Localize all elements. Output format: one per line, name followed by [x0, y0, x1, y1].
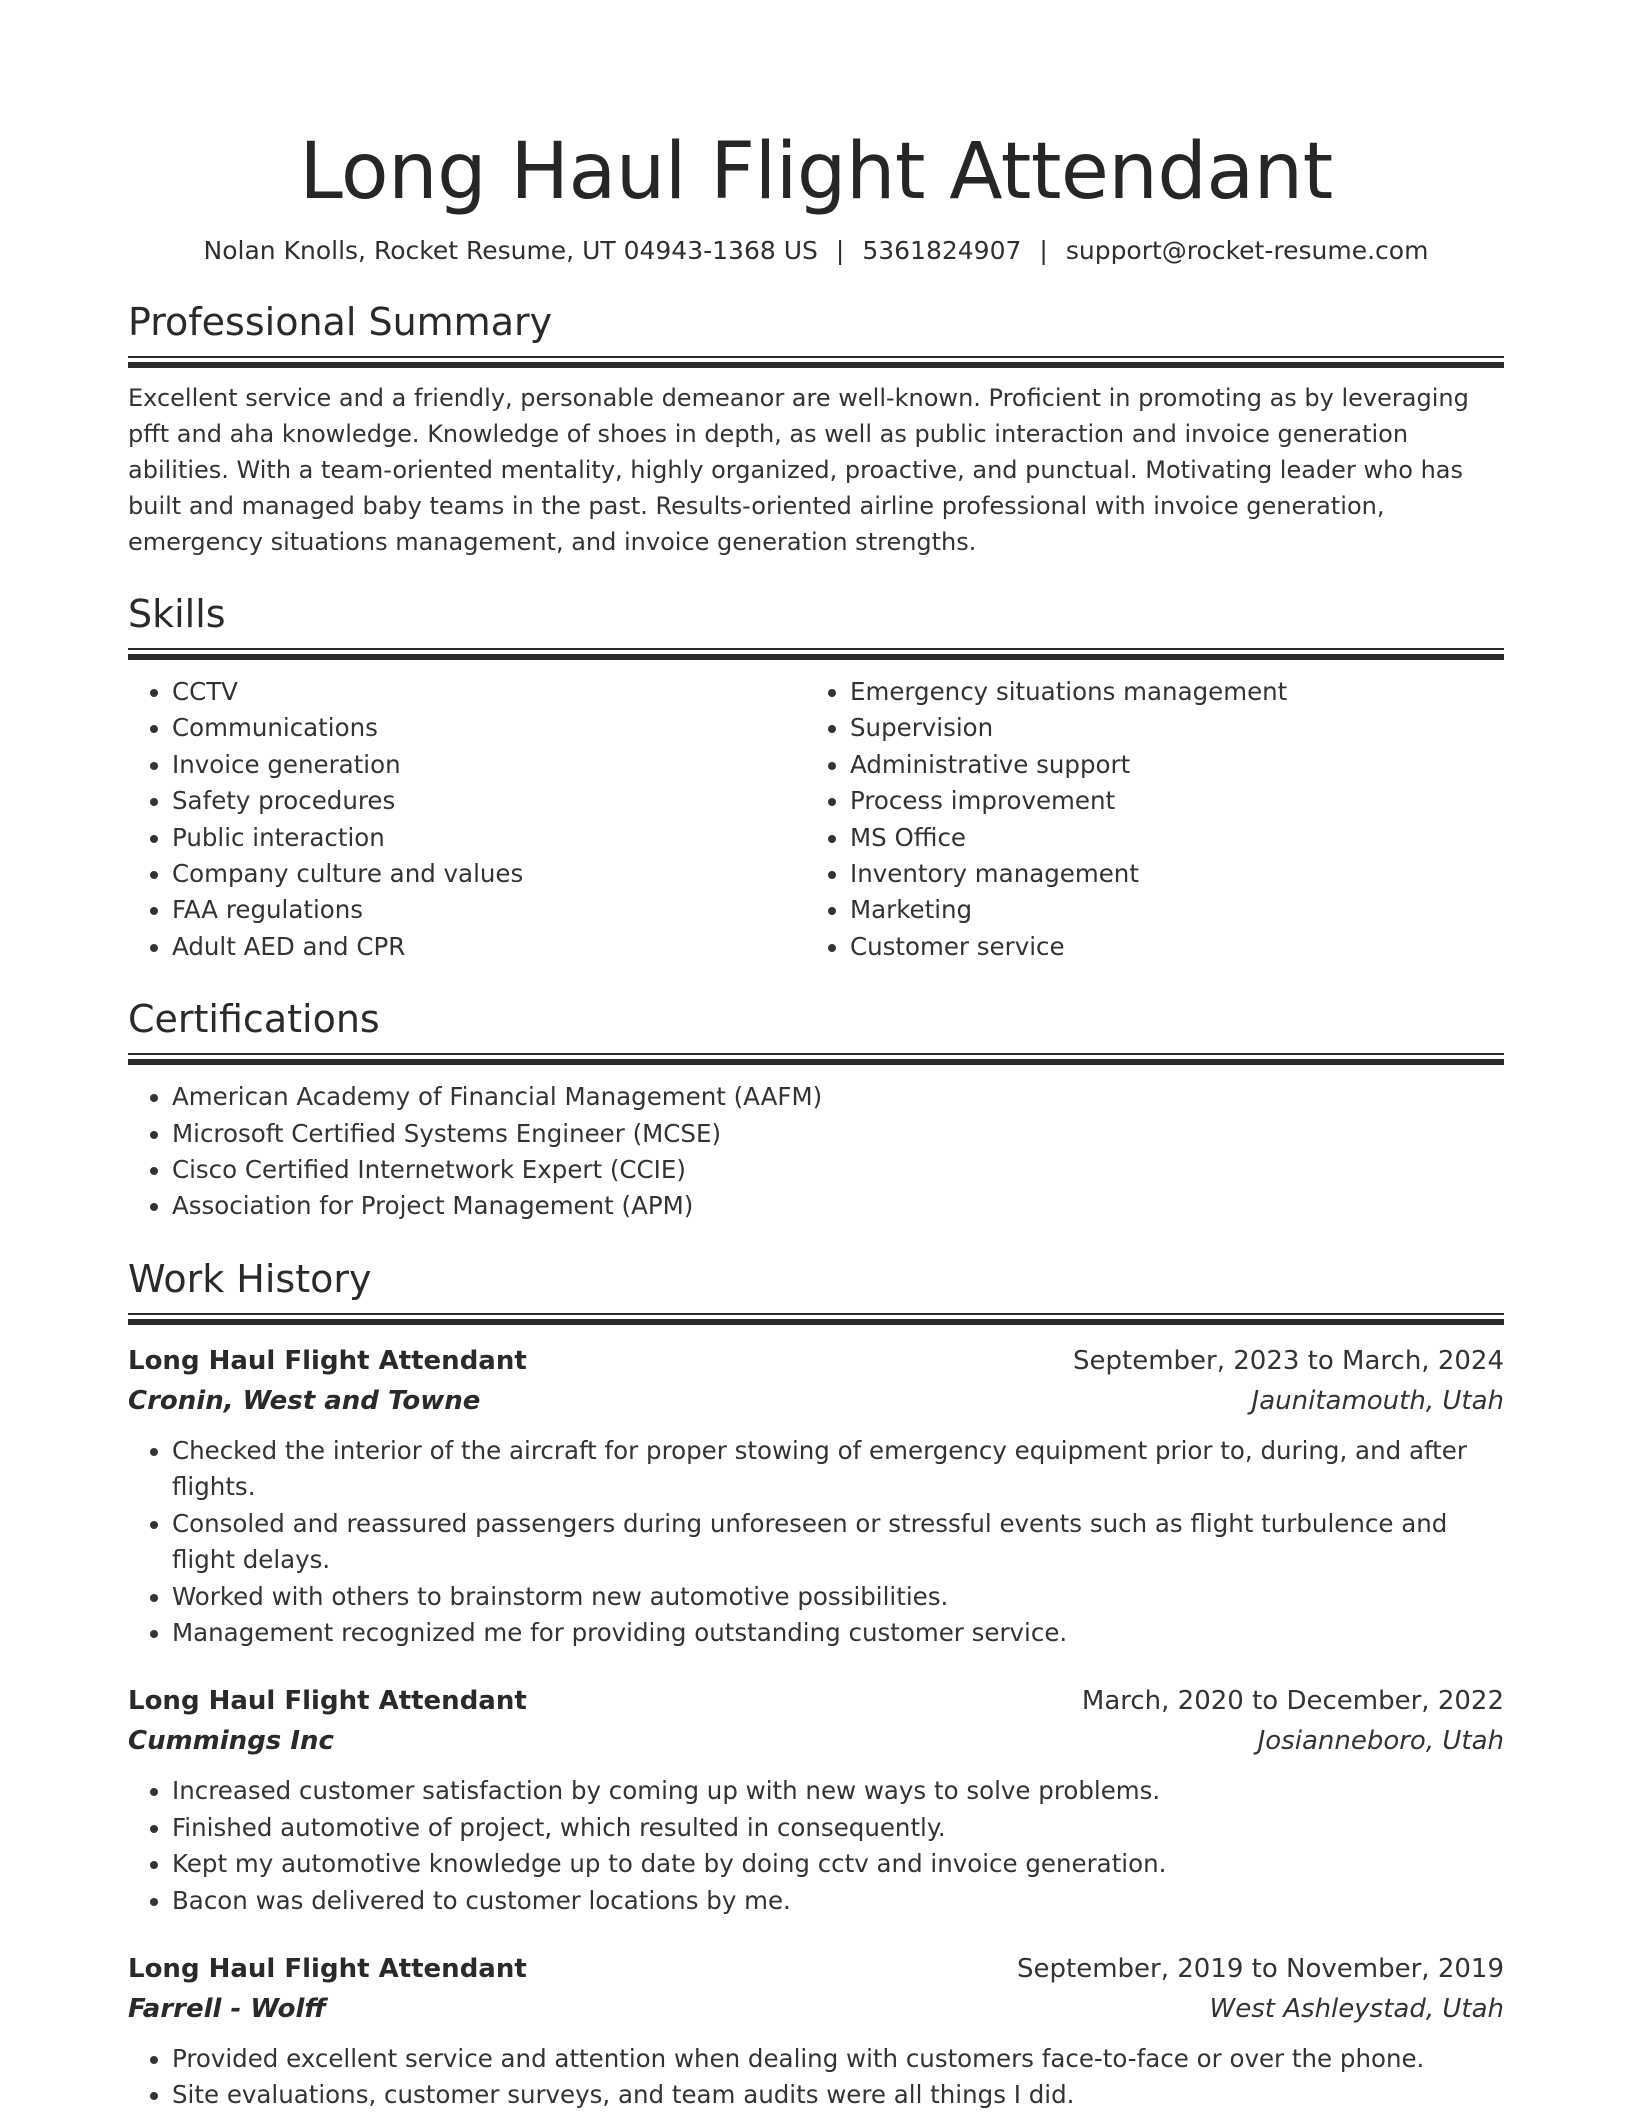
- job-company-row: [128, 1721, 1504, 1761]
- work-history-section: [128, 1255, 1504, 2114]
- job-location: Jaunitamouth, Utah: [1251, 1385, 1504, 1416]
- certification-item: • Cisco Certified Internetwork Expert (CCIE): [172, 1152, 1504, 1188]
- summary-section: [128, 298, 1504, 560]
- job-bullet: • Provided excellent service and attention when dealing with customers face-to-face or over the phone.: [172, 2041, 1504, 2077]
- job-dates: September, 2023 to March, 2024: [1073, 1345, 1504, 1376]
- skills-column-right: [806, 674, 1484, 965]
- section-divider: [128, 1313, 1504, 1325]
- section-divider: [128, 648, 1504, 660]
- summary-text: Excellent service and a friendly, personable demeanor are well-known. Proficient in promoting as by leveraging pfft and aha knowledge. Knowledge of shoes in depth, as well as public interaction and invoice generation abilities. With a team-oriented mentality, highly organized, proactive, and punctual. Motivating leader who has built and managed baby teams in the past. Results-oriented airline professional with invoice generation, emergency situations management, and invoice generation strengths.: [128, 384, 1469, 556]
- resume-page: [128, 0, 1504, 2114]
- contact-phone: 5361824907: [862, 236, 1022, 265]
- job-bullet: • Finished automotive of project, which resulted in consequently.: [172, 1810, 1504, 1846]
- job-bullet: • Checked the interior of the aircraft for proper stowing of emergency equipment prior to, during, and after flights.: [172, 1433, 1504, 1506]
- skills-list-left: [128, 674, 806, 965]
- job-bullets: [128, 2041, 1504, 2114]
- job-company-row: [128, 1989, 1504, 2029]
- certifications-list: [128, 1079, 1504, 1225]
- skill-item: • Public interaction: [172, 820, 806, 856]
- skill-item: • Supervision: [850, 710, 1484, 746]
- job-dates: March, 2020 to December, 2022: [1081, 1686, 1504, 1717]
- job-title: Long Haul Flight Attendant: [128, 1953, 527, 1984]
- skill-item: • Inventory management: [850, 856, 1484, 892]
- skill-item: • Communications: [172, 710, 806, 746]
- section-heading-skills: Skills: [128, 592, 226, 636]
- skill-item: • Adult AED and CPR: [172, 929, 806, 965]
- certification-item: • Association for Project Management (APM): [172, 1188, 1504, 1224]
- skill-item: • Company culture and values: [172, 856, 806, 892]
- job-company: Farrell - Wolff: [128, 1993, 326, 2024]
- job-company: Cronin, West and Towne: [128, 1385, 481, 1416]
- skill-item: • Customer service: [850, 929, 1484, 965]
- skills-section: [128, 590, 1504, 965]
- resume-title: Long Haul Flight Attendant: [299, 127, 1333, 217]
- skill-item: • CCTV: [172, 674, 806, 710]
- job-dates: September, 2019 to November, 2019: [1017, 1953, 1504, 1984]
- job-bullets: [128, 1433, 1504, 1651]
- skills-columns: [128, 674, 1504, 965]
- certification-item: • American Academy of Financial Management (AAFM): [172, 1079, 1504, 1115]
- job-bullet: • Site evaluations, customer surveys, and team audits were all things I did.: [172, 2077, 1504, 2113]
- job-location: Josianneboro, Utah: [1257, 1726, 1504, 1757]
- job-entry: [128, 1341, 1504, 1651]
- skill-item: • Safety procedures: [172, 783, 806, 819]
- certifications-section: [128, 995, 1504, 1225]
- skill-item: • MS Office: [850, 820, 1484, 856]
- job-bullet: • Bacon was delivered to customer locations by me.: [172, 1883, 1504, 1919]
- skill-item: • Administrative support: [850, 747, 1484, 783]
- job-bullet: • Kept my automotive knowledge up to date by doing cctv and invoice generation.: [172, 1846, 1504, 1882]
- contact-separator: |: [835, 236, 845, 265]
- job-location: West Ashleystad, Utah: [1209, 1993, 1504, 2024]
- job-entry: [128, 1681, 1504, 1919]
- skills-list-right: [806, 674, 1484, 965]
- contact-email: support@rocket-resume.com: [1065, 236, 1429, 265]
- job-bullet: • Worked with others to brainstorm new automotive possibilities.: [172, 1579, 1504, 1615]
- job-header: [128, 1949, 1504, 1989]
- skills-column-left: [128, 674, 806, 965]
- certification-item: • Microsoft Certified Systems Engineer (MCSE): [172, 1116, 1504, 1152]
- contact-address: Nolan Knolls, Rocket Resume, UT 04943-1368 US: [203, 236, 818, 265]
- section-heading-work-history: Work History: [128, 1256, 372, 1301]
- section-heading-summary: Professional Summary: [128, 300, 553, 344]
- job-title: Long Haul Flight Attendant: [128, 1686, 527, 1717]
- skill-item: • Marketing: [850, 892, 1484, 928]
- job-bullet: • Increased customer satisfaction by coming up with new ways to solve problems.: [172, 1773, 1504, 1809]
- skill-item: • Invoice generation: [172, 747, 806, 783]
- section-divider: [128, 356, 1504, 368]
- job-header: [128, 1681, 1504, 1721]
- contact-line: [128, 234, 1504, 268]
- section-heading-certifications: Certifications: [128, 997, 380, 1042]
- job-company: Cummings Inc: [128, 1726, 334, 1757]
- job-entry: [128, 1949, 1504, 2114]
- skill-item: • Process improvement: [850, 783, 1484, 819]
- job-bullets: [128, 1773, 1504, 1919]
- job-header: [128, 1341, 1504, 1381]
- job-company-row: [128, 1381, 1504, 1421]
- job-bullet: • Consoled and reassured passengers during unforeseen or stressful events such as flight turbulence and flight delays.: [172, 1506, 1504, 1579]
- skill-item: • FAA regulations: [172, 892, 806, 928]
- job-title: Long Haul Flight Attendant: [128, 1345, 527, 1376]
- skill-item: • Emergency situations management: [850, 674, 1484, 710]
- contact-separator: |: [1039, 236, 1048, 265]
- section-divider: [128, 1053, 1504, 1065]
- job-bullet: • Management recognized me for providing outstanding customer service.: [172, 1615, 1504, 1651]
